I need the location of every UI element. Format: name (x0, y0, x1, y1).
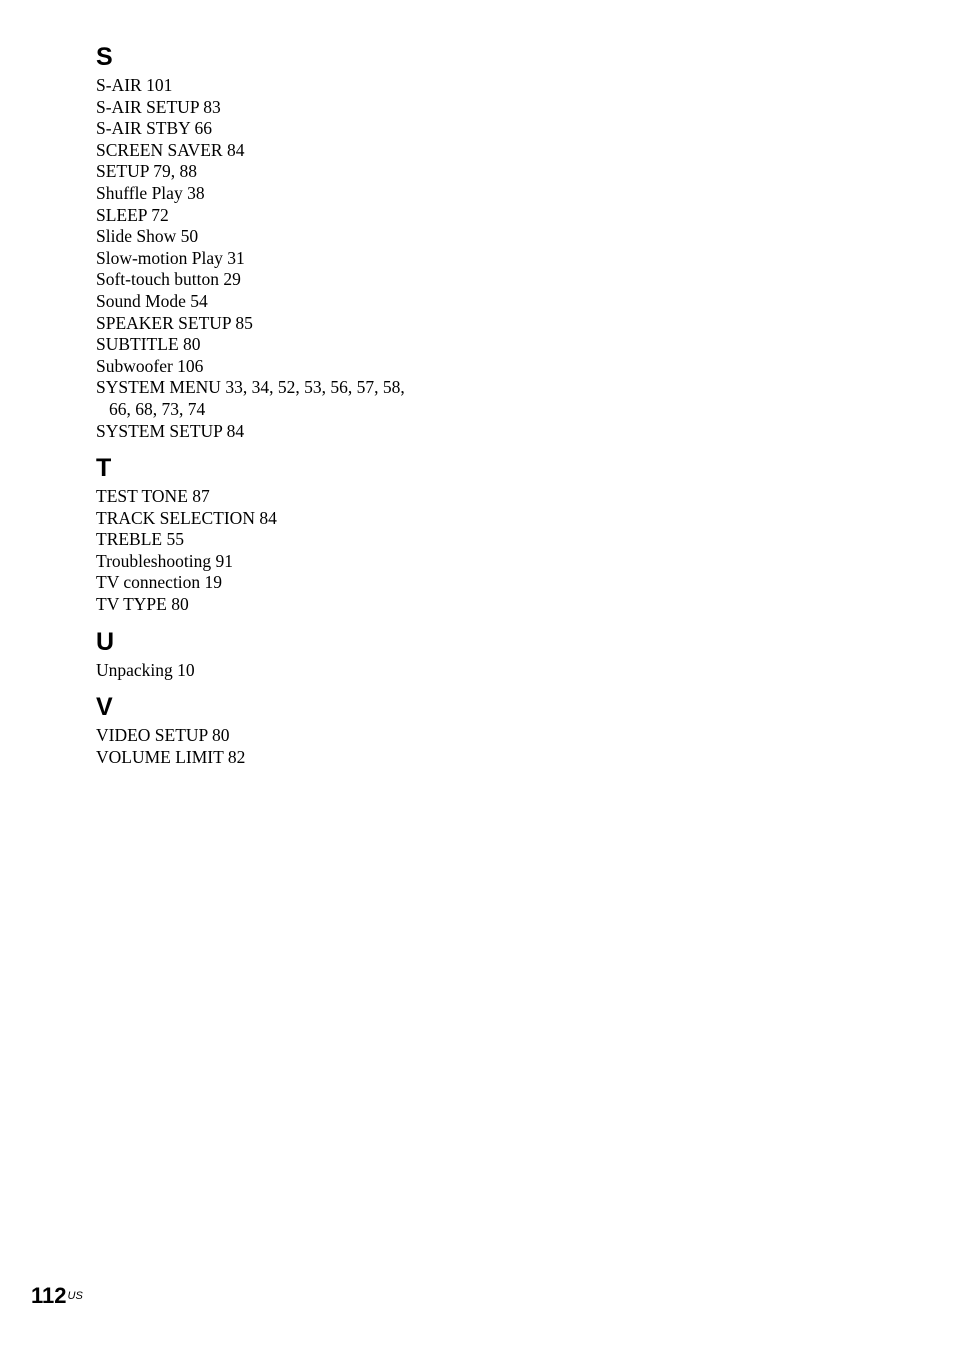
section-letter: S (96, 43, 113, 71)
index-entry: TEST TONE 87 (96, 486, 210, 507)
index-entry: SPEAKER SETUP 85 (96, 312, 253, 333)
page-number-value: 112 (31, 1283, 67, 1308)
index-section-u (96, 627, 426, 682)
index-entry: SLEEP 72 (96, 204, 169, 225)
entry-list (96, 725, 426, 768)
index-column (96, 42, 426, 768)
index-entry: Slide Show 50 (96, 226, 199, 247)
index-entry: Shuffle Play 38 (96, 182, 205, 203)
index-entry: SETUP 79, 88 (96, 161, 197, 182)
index-entry: Subwoofer 106 (96, 355, 204, 376)
page-number-suffix: US (67, 1290, 83, 1302)
index-section-s (96, 42, 426, 442)
index-entry: Soft-touch button 29 (96, 269, 241, 290)
section-letter: V (96, 693, 113, 722)
index-entry: SYSTEM MENU 33, 34, 52, 53, 56, 57, 58, 66, 68, 73, 74 (96, 377, 405, 419)
index-entry: TV connection 19 (96, 572, 223, 593)
index-entry: Unpacking 10 (96, 659, 195, 680)
index-entry: Slow-motion Play 31 (96, 247, 245, 268)
index-entry: TV TYPE 80 (96, 594, 189, 615)
index-entry: S-AIR STBY 66 (96, 118, 213, 139)
index-entry: S-AIR 101 (96, 75, 173, 95)
index-entry: TRACK SELECTION 84 (96, 507, 277, 528)
index-section-t (96, 453, 426, 616)
entry-list (96, 75, 426, 442)
page-number (31, 1283, 83, 1309)
section-letter: U (96, 627, 115, 656)
index-entry: Troubleshooting 91 (96, 550, 233, 571)
index-entry: VIDEO SETUP 80 (96, 725, 230, 746)
index-entry: S-AIR SETUP 83 (96, 96, 221, 117)
index-entry: VOLUME LIMIT 82 (96, 746, 246, 767)
entry-list (96, 660, 426, 682)
entry-list (96, 486, 426, 616)
index-entry: TREBLE 55 (96, 529, 184, 550)
index-entry: SYSTEM SETUP 84 (96, 420, 245, 441)
index-entry: SUBTITLE 80 (96, 334, 201, 355)
index-section-v (96, 692, 426, 768)
index-entry: Sound Mode 54 (96, 290, 208, 311)
section-letter: T (96, 454, 112, 483)
index-entry: SCREEN SAVER 84 (96, 139, 245, 160)
